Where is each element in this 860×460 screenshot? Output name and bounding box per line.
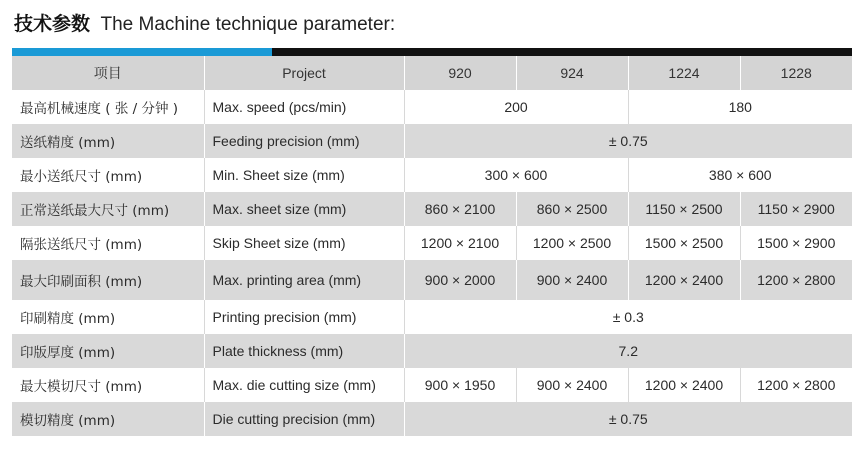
header-model-1224: 1224 [628,56,740,90]
row-value: 1200 × 2100 [404,226,516,260]
row-value: 860 × 2100 [404,192,516,226]
row-value: ± 0.3 [404,300,852,334]
table-row [12,334,852,368]
row-value: 1150 × 2500 [628,192,740,226]
row-value: 1200 × 2800 [740,260,852,300]
row-label-cn: 印刷精度 (mm) [12,300,204,334]
row-label-cn: 印版厚度 (mm) [12,334,204,368]
row-value: 860 × 2500 [516,192,628,226]
row-value: 1500 × 2500 [628,226,740,260]
row-value: 300 × 600 [404,158,628,192]
row-value: 180 [628,90,852,124]
row-value: 7.2 [404,334,852,368]
header-project: Project [204,56,404,90]
row-value: ± 0.75 [404,402,852,436]
table-row [12,124,852,158]
row-value: 1150 × 2900 [740,192,852,226]
row-value: 900 × 2400 [516,368,628,402]
row-label-en: Die cutting precision (mm) [204,402,404,436]
row-label-cn: 隔张送纸尺寸 (mm) [12,226,204,260]
row-label-en: Printing precision (mm) [204,300,404,334]
row-value: 1200 × 2400 [628,368,740,402]
table-row [12,226,852,260]
row-label-en: Skip Sheet size (mm) [204,226,404,260]
row-value: ± 0.75 [404,124,852,158]
parameter-table [12,56,852,436]
table-row [12,402,852,436]
row-label-en: Plate thickness (mm) [204,334,404,368]
header-item-cn: 项目 [12,56,204,90]
row-value: 1200 × 2400 [628,260,740,300]
row-value: 900 × 2400 [516,260,628,300]
row-label-en: Max. sheet size (mm) [204,192,404,226]
row-value: 900 × 1950 [404,368,516,402]
accent-bar-black [272,48,852,56]
table-row [12,368,852,402]
title-english: The Machine technique parameter: [100,14,396,35]
row-label-cn: 最小送纸尺寸 (mm) [12,158,204,192]
row-value: 380 × 600 [628,158,852,192]
row-label-cn: 最大印刷面积 (mm) [12,260,204,300]
header-accent-bar [12,48,852,56]
table-row [12,260,852,300]
row-label-en: Max. printing area (mm) [204,260,404,300]
row-label-en: Max. die cutting size (mm) [204,368,404,402]
table-row [12,192,852,226]
row-label-en: Min. Sheet size (mm) [204,158,404,192]
row-value: 200 [404,90,628,124]
row-value: 1200 × 2800 [740,368,852,402]
header-model-924: 924 [516,56,628,90]
row-label-cn: 正常送纸最大尺寸 (mm) [12,192,204,226]
row-label-en: Max. speed (pcs/min) [204,90,404,124]
table-row [12,90,852,124]
table-row [12,300,852,334]
row-label-cn: 最大模切尺寸 (mm) [12,368,204,402]
accent-bar-blue [12,48,272,56]
table-row [12,158,852,192]
row-label-cn: 送纸精度 (mm) [12,124,204,158]
header-model-1228: 1228 [740,56,852,90]
header-model-920: 920 [404,56,516,90]
table-header-row [12,56,852,90]
row-label-cn: 模切精度 (mm) [12,402,204,436]
row-value: 1500 × 2900 [740,226,852,260]
row-label-cn: 最高机械速度 ( 张 / 分钟 ) [12,90,204,124]
row-label-en: Feeding precision (mm) [204,124,404,158]
row-value: 1200 × 2500 [516,226,628,260]
title-chinese: 技术参数 [14,13,91,35]
page-title [14,8,395,40]
row-value: 900 × 2000 [404,260,516,300]
